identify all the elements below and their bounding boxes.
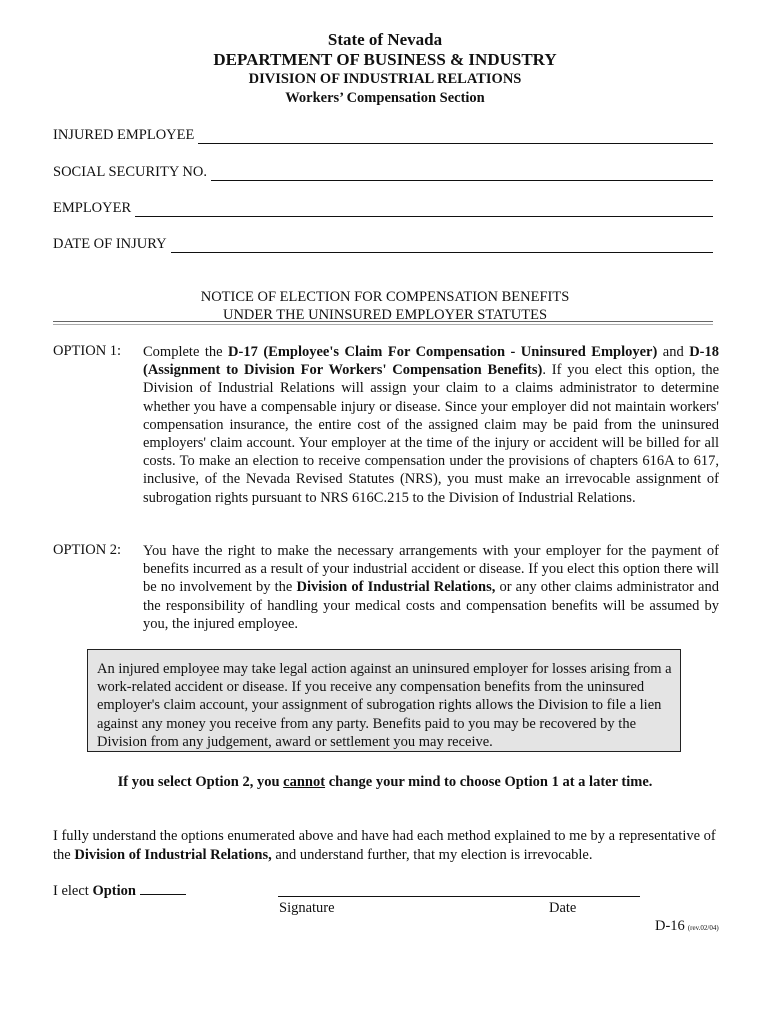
notice-title-line1: NOTICE OF ELECTION FOR COMPENSATION BENEFITS	[200, 289, 570, 305]
signature-line[interactable]	[278, 896, 640, 897]
injured-employee-field	[53, 124, 713, 144]
signature-label: Signature	[279, 900, 335, 916]
divider	[53, 321, 713, 322]
form-d17-ref: D-17 (Employee's Claim For Compensation - Uninsured Employer)	[228, 344, 658, 360]
form-revision: (rev.02/04)	[687, 924, 719, 932]
elect-option-row: I elect Option	[53, 882, 186, 900]
elect-option-input[interactable]	[140, 882, 186, 895]
divider-shadow	[53, 324, 713, 325]
acknowledgement-text: I fully understand the options enumerated above and have had each method explained to me by a representative of the Division of Industrial Relations, and understand further, that my election is irrevocable.	[53, 828, 716, 863]
state-title: State of Nevada	[327, 30, 443, 49]
option2-label: OPTION 2:	[53, 542, 122, 558]
date-of-injury-label: DATE OF INJURY	[53, 236, 167, 252]
section-title: Workers’ Compensation Section	[285, 90, 485, 106]
division-title: DIVISION OF INDUSTRIAL RELATIONS	[248, 71, 522, 87]
legal-notice-box: An injured employee may take legal action against an uninsured employer for losses arising from a work-related accident or disease. If you receive any compensation benefits from the uninsured employer's claim account, your assignment of subrogation rights allows the Division to file a lien against any money you receive from any party. Benefits paid to you may be recovered by the Division from any judgement, award or settlement you may receive.	[87, 649, 681, 752]
department-title: DEPARTMENT OF BUSINESS & INDUSTRY	[213, 50, 557, 69]
irrevocable-warning: If you select Option 2, you cannot change your mind to choose Option 1 at a later time.	[117, 774, 653, 790]
form-d18-ref: D-18 (Assignment to Division For Workers' Compensation Benefits)	[143, 344, 720, 379]
cannot-emphasis: cannot	[283, 774, 326, 790]
employer-label: EMPLOYER	[53, 200, 132, 216]
employer-input[interactable]	[135, 202, 713, 217]
ssn-input[interactable]	[211, 166, 713, 181]
division-ref-2: Division of Industrial Relations,	[74, 846, 272, 863]
division-ref: Division of Industrial Relations,	[296, 579, 496, 596]
notice-title-line2: UNDER THE UNINSURED EMPLOYER STATUTES	[222, 307, 548, 323]
injured-employee-input[interactable]	[198, 129, 713, 144]
form-header	[0, 30, 770, 108]
date-of-injury-input[interactable]	[171, 238, 713, 253]
ssn-field	[53, 161, 713, 181]
elect-option-label: Option	[92, 883, 136, 899]
option1-text: Complete the D-17 (Employee's Claim For Compensation - Uninsured Employer) and D-18 (Assignment to Division For Workers' Compensation Benefits). If you elect this option, the Division of Industrial Relations will assign your claim to a claims administrator to determine whether you have a compensable injury or disease. Since your employer did not maintain workers' compensation insurance, the entire cost of the assigned claim may be paid from the uninsured employers' claim account. Your employer at the time of the injury or accident will be billed for all costs. To make an election to receive compensation under the provisions of chapters 616A to 617, inclusive, of the Nevada Revised Statutes (NRS), you must make an irrevocable assignment of subrogation rights pursuant to NRS 616C.215 to the Division of Industrial Relations.	[143, 344, 720, 506]
date-label: Date	[549, 900, 577, 916]
employer-field	[53, 197, 713, 217]
injured-employee-label: INJURED EMPLOYEE	[53, 127, 195, 143]
option2-text: You have the right to make the necessary arrangements with your employer for the payment of benefits incurred as a result of your industrial accident or disease. If you elect this option there will be no involvement by the Division of Industrial Relations, or any other claims administrator and the responsibility of handling your medical costs and compensation benefits will be assumed by you, the injured employee.	[143, 543, 719, 632]
notice-title	[0, 288, 770, 324]
option1-label: OPTION 1:	[53, 343, 122, 359]
ssn-label: SOCIAL SECURITY NO.	[53, 164, 207, 180]
date-of-injury-field	[53, 233, 713, 253]
form-number: D-16	[655, 918, 685, 934]
form-id	[655, 918, 719, 935]
